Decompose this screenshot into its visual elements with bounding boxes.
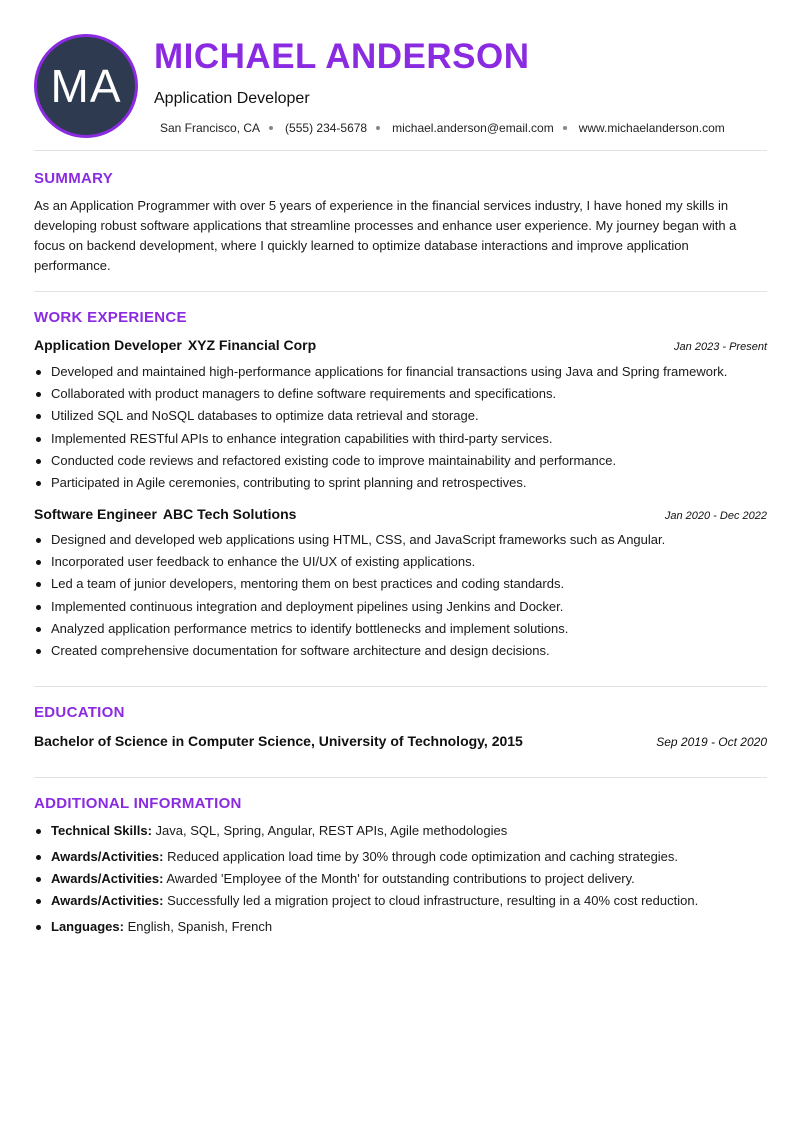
- list-item: [34, 916, 767, 938]
- separator-dot-icon: [563, 126, 567, 130]
- info-label: Technical Skills:: [51, 823, 152, 838]
- candidate-title: Application Developer: [154, 90, 310, 107]
- additional-heading: ADDITIONAL INFORMATION: [34, 795, 242, 812]
- list-item: Incorporated user feedback to enhance the UI/UX of existing applications.: [34, 551, 767, 573]
- job-company: XYZ Financial Corp: [187, 337, 317, 353]
- info-text: English, Spanish, French: [127, 919, 273, 934]
- job-bullets: [34, 361, 767, 494]
- info-text: Java, SQL, Spring, Angular, REST APIs, Agile methodologies: [155, 823, 508, 838]
- divider: [34, 686, 767, 687]
- contact-phone: (555) 234-5678: [285, 121, 368, 135]
- list-item: Implemented RESTful APIs to enhance integration capabilities with third-party services.: [34, 428, 767, 450]
- list-item: Utilized SQL and NoSQL databases to optimize data retrieval and storage.: [34, 405, 767, 427]
- info-text: Successfully led a migration project to cloud infrastructure, resulting in a 40% cost reduction.: [167, 893, 699, 908]
- avatar-initials: MA: [50, 60, 122, 112]
- summary-text: As an Application Programmer with over 5 years of experience in the financial services industry, I have honed my skills in developing robust software applications that streamline processes and enhance user experience. My journey began with a focus on backend development, where I quickly learned to optimize database interactions and improve application performance.: [34, 198, 737, 273]
- divider: [34, 150, 767, 151]
- education-heading: EDUCATION: [34, 704, 125, 721]
- summary-heading: SUMMARY: [34, 170, 114, 187]
- list-item: Analyzed application performance metrics to identify bottlenecks and implement solutions.: [34, 618, 767, 640]
- list-item: Developed and maintained high-performance applications for financial transactions using Java and Spring framework.: [34, 361, 767, 383]
- job-header: [34, 506, 767, 522]
- list-item: [34, 846, 767, 868]
- info-label: Awards/Activities:: [51, 893, 164, 908]
- contact-email[interactable]: michael.anderson@email.com: [392, 121, 554, 135]
- info-text: Awarded 'Employee of the Month' for outstanding contributions to project delivery.: [166, 871, 635, 886]
- divider: [34, 777, 767, 778]
- job-role-line: [34, 506, 296, 522]
- separator-dot-icon: [376, 126, 380, 130]
- job-header: [34, 337, 767, 353]
- candidate-name: MICHAEL ANDERSON: [154, 37, 530, 76]
- list-item: [34, 868, 767, 890]
- job-dates: Jan 2020 - Dec 2022: [664, 510, 767, 522]
- list-item: Participated in Agile ceremonies, contributing to sprint planning and retrospectives.: [34, 472, 767, 494]
- info-label: Awards/Activities:: [51, 849, 164, 864]
- contact-line: [160, 120, 725, 136]
- list-item: Led a team of junior developers, mentoring them on best practices and coding standards.: [34, 573, 767, 595]
- list-item: Designed and developed web applications using HTML, CSS, and JavaScript frameworks such as Angular.: [34, 529, 767, 551]
- education-degree: Bachelor of Science in Computer Science, University of Technology, 2015: [34, 733, 523, 749]
- job-dates: Jan 2023 - Present: [674, 341, 767, 353]
- job-bullets: [34, 529, 767, 662]
- list-item: Conducted code reviews and refactored existing code to improve maintainability and performance.: [34, 450, 767, 472]
- experience-heading: WORK EXPERIENCE: [34, 309, 187, 326]
- separator-dot-icon: [269, 126, 273, 130]
- job-company: ABC Tech Solutions: [162, 506, 297, 522]
- list-item: [34, 890, 767, 912]
- job-role: Application Developer: [34, 337, 182, 353]
- contact-location: San Francisco, CA: [160, 121, 261, 135]
- info-text: Reduced application load time by 30% through code optimization and caching strategies.: [167, 849, 679, 864]
- education-dates: Sep 2019 - Oct 2020: [656, 735, 767, 749]
- info-label: Languages:: [51, 919, 124, 934]
- list-item: Implemented continuous integration and deployment pipelines using Jenkins and Docker.: [34, 596, 767, 618]
- contact-website[interactable]: www.michaelanderson.com: [578, 121, 725, 135]
- additional-list: [34, 820, 767, 938]
- info-label: Awards/Activities:: [51, 871, 164, 886]
- avatar: [34, 34, 138, 138]
- divider: [34, 291, 767, 292]
- job-role-line: [34, 337, 316, 353]
- list-item: [34, 820, 767, 842]
- list-item: Created comprehensive documentation for software architecture and design decisions.: [34, 640, 767, 662]
- education-entry: [34, 733, 767, 749]
- job-role: Software Engineer: [34, 506, 157, 522]
- list-item: Collaborated with product managers to define software requirements and specifications.: [34, 383, 767, 405]
